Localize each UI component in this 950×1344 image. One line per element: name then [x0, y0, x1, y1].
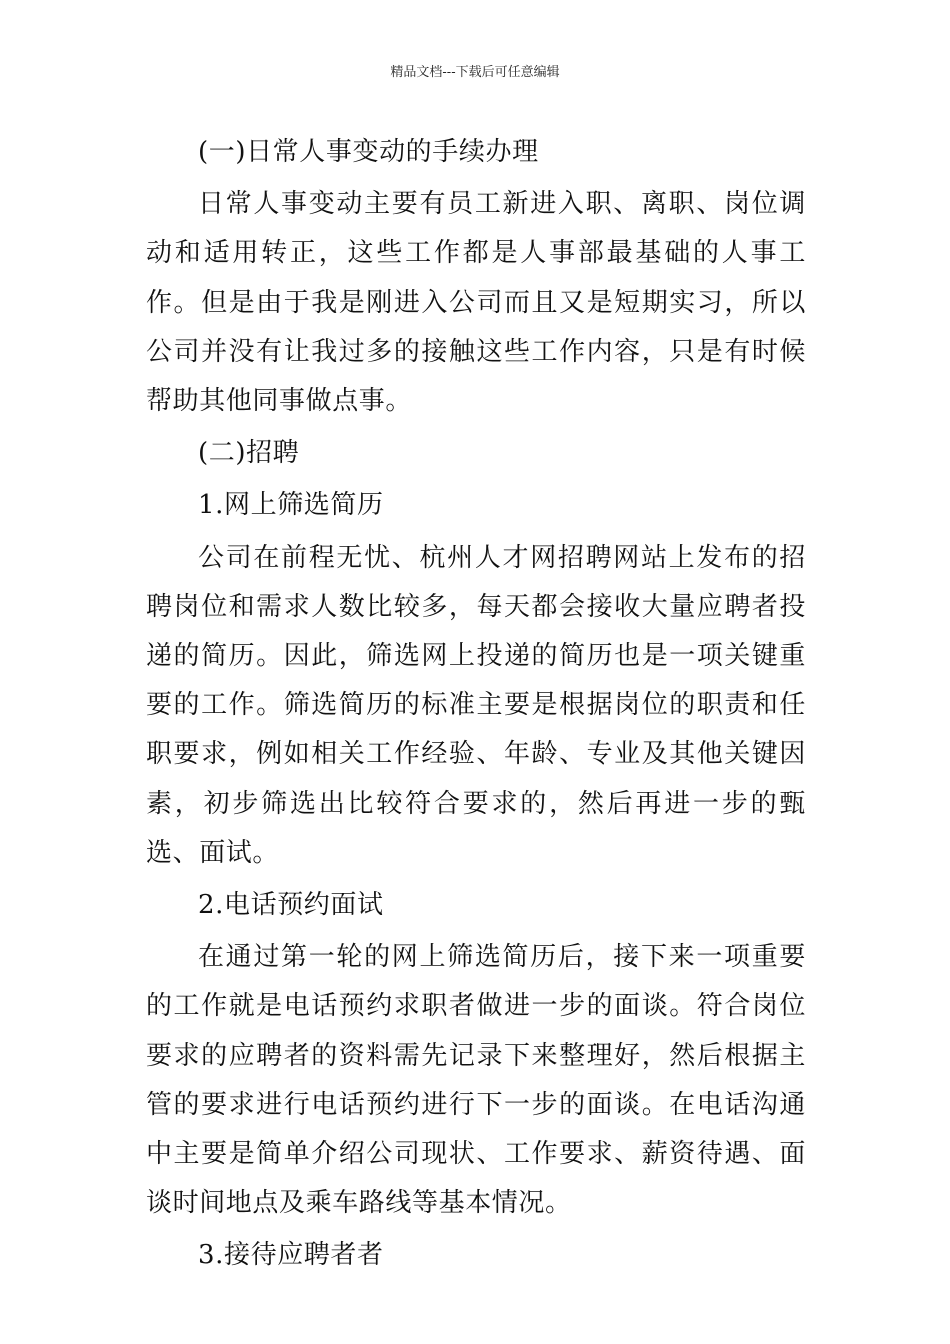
subheading-receive-applicants: 3.接待应聘者者	[198, 1240, 384, 1271]
subheading-online-screening: 1.网上筛选简历	[198, 490, 384, 521]
page-header: 精品文档---下载后可任意编辑	[390, 65, 560, 80]
paragraph-online-screening: 公司在前程无忧、杭州人才网招聘网站上发布的招聘岗位和需求人数比较多，每天都会接收大量应聘者投递的简历。因此，筛选网上投递的简历也是一项关键重要的工作。筛选简历的标准主要是根据岗位的职责和任职要求，例如相关工作经验、年龄、专业及其他关键因素，初步筛选出比较符合要求的，然后再进一步的甄选、面试。	[146, 542, 806, 868]
document-body	[146, 128, 806, 1284]
section-heading-daily-personnel: (一)日常人事变动的手续办理	[198, 137, 539, 167]
subheading-phone-interview: 2.电话预约面试	[198, 890, 384, 921]
paragraph-daily-personnel: 日常人事变动主要有员工新进入职、离职、岗位调动和适用转正，这些工作都是人事部最基础的人事工作。但是由于我是刚进入公司而且又是短期实习，所以公司并没有让我过多的接触这些工作内容，只是有时候帮助其他同事做点事。	[146, 189, 806, 417]
section-heading-recruitment: (二)招聘	[198, 438, 300, 469]
paragraph-phone-interview: 在通过第一轮的网上筛选简历后，接下来一项重要的工作就是电话预约求职者做进一步的面谈。符合岗位要求的应聘者的资料需先记录下来整理好，然后根据主管的要求进行电话预约进行下一步的面谈。在电话沟通中主要是简单介绍公司现状、工作要求、薪资待遇、面谈时间地点及乘车路线等基本情况。	[146, 942, 806, 1219]
